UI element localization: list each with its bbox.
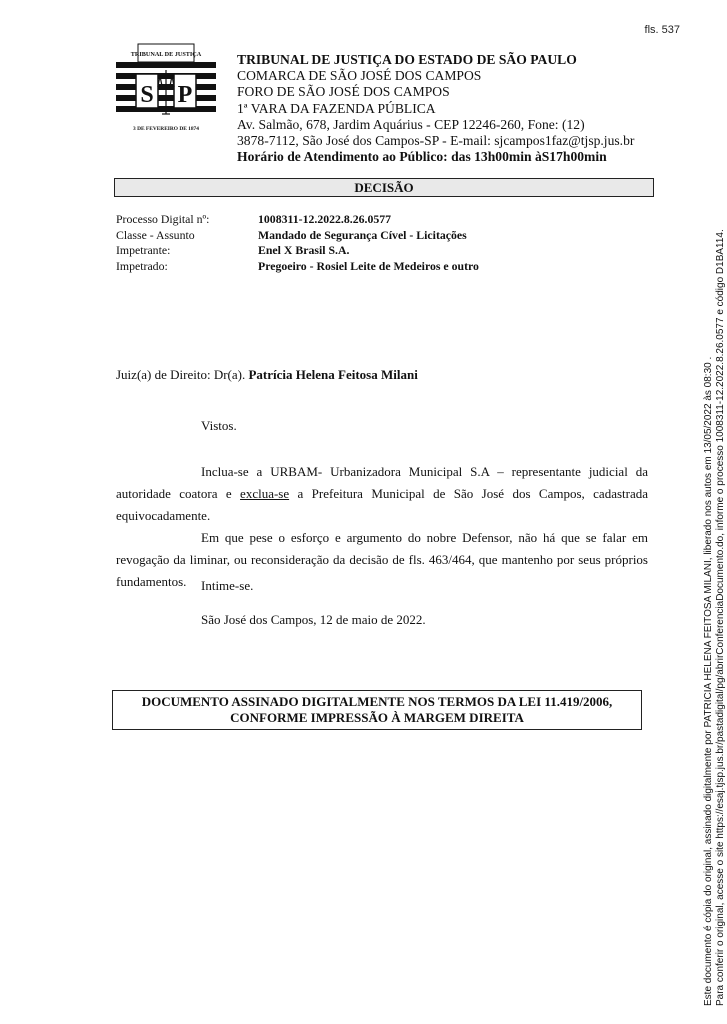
judge-line <box>116 367 418 383</box>
document-title: DECISÃO <box>114 178 654 197</box>
case-info-row <box>116 212 479 228</box>
case-info-value: Pregoeiro - Rosiel Leite de Medeiros e outro <box>258 258 479 273</box>
case-info-label: Processo Digital nº: <box>116 212 210 226</box>
address-line-2: 3878-7112, São José dos Campos-SP - E-mail: sjcampos1faz@tjsp.jus.br <box>237 133 635 149</box>
judge-name: Patrícia Helena Feitosa Milani <box>248 367 418 382</box>
court-name: TRIBUNAL DE JUSTIÇA DO ESTADO DE SÃO PAULO <box>237 52 577 67</box>
signature-notice-line-2: CONFORME IMPRESSÃO À MARGEM DIREITA <box>230 710 524 725</box>
address-line-1: Av. Salmão, 678, Jardim Aquárius - CEP 12246-260, Fone: (12) <box>237 116 585 132</box>
office-hours: Horário de Atendimento ao Público: das 13h00min àS17h00min <box>237 149 607 165</box>
case-info-label: Classe - Assunto <box>116 227 195 242</box>
tjsp-logo <box>116 44 216 134</box>
margin-authentication-note <box>703 6 727 1006</box>
vistos: Vistos. <box>201 418 237 433</box>
logo-top-text: TRIBUNAL DE JUSTIÇA <box>130 51 202 58</box>
paragraph-1-underlined: exclua-se <box>240 486 290 501</box>
vara: 1ª VARA DA FAZENDA PÚBLICA <box>237 100 436 116</box>
case-info-value: Enel X Brasil S.A. <box>258 243 350 258</box>
intime: Intime-se. <box>201 578 254 593</box>
margin-note-line-2: Para conferir o original, acesse o site https://esaj.tjsp.jus.br/pastadigital/pg/abrirConferenciaDocumento.do, informe o processo 1008311-12.2022.8.26.0577 e código D1BA114. <box>715 229 726 1006</box>
paragraph-1 <box>116 461 648 527</box>
judge-prefix: Juiz(a) de Direito: Dr(a). <box>116 367 246 382</box>
paragraph-2: Em que pese o esforço e argumento do nobre Defensor, não há que se falar em revogação da liminar, ou reconsideração da decisão de fls. 463/464, que mantenho por seus próprios fundamentos. <box>116 530 648 589</box>
case-info-label: Impetrante: <box>116 243 171 258</box>
foro: FORO DE SÃO JOSÉ DOS CAMPOS <box>237 84 450 100</box>
case-info <box>116 212 479 274</box>
page-number: fls. 537 <box>644 24 680 36</box>
case-info-value: Mandado de Segurança Cível - Licitações <box>258 227 467 242</box>
paragraph-1-end: a Prefeitura Municipal de São José dos Campos, cadastrada equivocadamente. <box>116 486 648 523</box>
case-info-label: Impetrado: <box>116 258 168 273</box>
court-header <box>237 52 637 165</box>
case-info-row <box>116 228 479 244</box>
case-info-row <box>116 259 479 275</box>
signature-notice-line-1: DOCUMENTO ASSINADO DIGITALMENTE NOS TERMOS DA LEI 11.419/2006, <box>141 694 613 709</box>
digital-signature-notice <box>112 690 642 730</box>
comarca: COMARCA DE SÃO JOSÉ DOS CAMPOS <box>237 68 482 84</box>
logo-letter-s: S <box>140 82 154 108</box>
logo-letter-p: P <box>177 82 193 108</box>
paragraph-1-start: Inclua-se a URBAM- Urbanizadora Municipal S.A – representante judicial da autoridade coatora e <box>116 464 648 501</box>
case-info-value: 1008311-12.2022.8.26.0577 <box>258 212 392 226</box>
decision-date: São José dos Campos, 12 de maio de 2022. <box>201 612 426 627</box>
case-info-row <box>116 243 479 259</box>
margin-note-line-1: Este documento é cópia do original, assinado digitalmente por PATRICIA HELENA FEITOSA MILANI, liberado nos autos em 13/05/2022 às 08:30 . <box>703 356 714 1006</box>
logo-bottom-text: 3 DE FEVEREIRO DE 1874 <box>133 126 199 132</box>
